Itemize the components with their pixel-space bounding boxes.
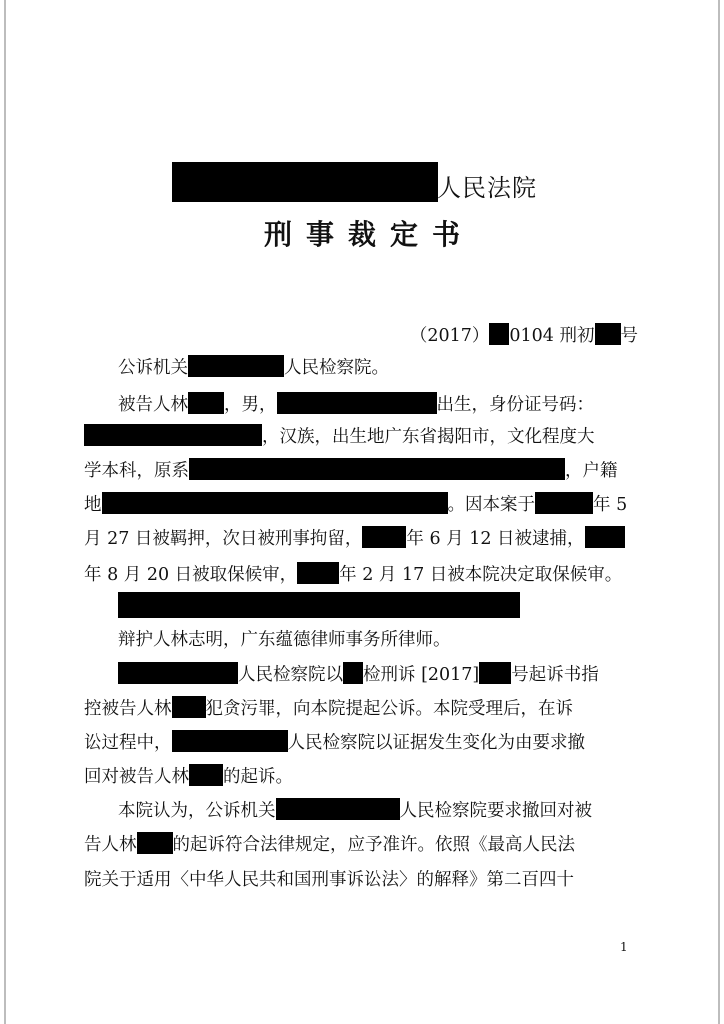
- redaction-year: [362, 526, 406, 548]
- redaction-case-region: [489, 323, 509, 345]
- proceedings-text: 人民检察院以: [238, 665, 343, 685]
- defendant-text: 年 5: [593, 495, 628, 515]
- proceedings-line-4: [84, 764, 654, 789]
- redaction-household-address: [102, 492, 448, 514]
- defendant-line-4: [84, 492, 654, 517]
- redaction-defendant-name: [172, 696, 206, 718]
- redaction-procuratorate: [188, 355, 284, 377]
- document-title: 刑事裁定书: [263, 218, 474, 251]
- defendant-line-2: [84, 424, 654, 449]
- page-edge-left: [4, 0, 6, 1024]
- ruling-text: 人民检察院要求撤回对被: [399, 801, 592, 821]
- redaction-year: [585, 526, 625, 548]
- defendant-line-3: [84, 458, 654, 483]
- page-number: 1: [620, 940, 628, 954]
- proceedings-text: 号起诉书指: [511, 665, 599, 685]
- defendant-text: 月 27 日被羁押，次日被刑事拘留，: [84, 529, 363, 549]
- defendant-line-5: [84, 526, 654, 551]
- defendant-text: 。因本案于: [447, 495, 535, 515]
- defendant-text: 地: [84, 495, 102, 515]
- proceedings-line-2: [84, 696, 654, 721]
- court-name-suffix: 人民法院: [437, 174, 537, 202]
- redaction-year: [297, 562, 339, 584]
- redaction-procuratorate: [276, 798, 400, 820]
- case-number-suffix: 号: [620, 326, 638, 346]
- proceedings-line-3: [84, 730, 654, 755]
- ruling-text: 本院认为，公诉机关: [118, 801, 276, 821]
- prosecutor-label: 公诉机关: [118, 358, 188, 378]
- proceedings-text: 犯贪污罪，向本院提起公诉。本院受理后，在诉: [205, 699, 573, 719]
- defendant-text: 年 2 月 17 日被本院决定取保候审。: [339, 565, 623, 585]
- redaction-full-line: [118, 592, 520, 618]
- defendant-text: 出生，身份证号码：: [436, 395, 594, 415]
- prosecutor-line: [118, 355, 688, 380]
- redacted-line: [118, 592, 688, 621]
- page-edge-right: [718, 0, 720, 1024]
- defendant-line-6: [84, 562, 654, 587]
- case-number-middle: 0104 刑初: [509, 326, 595, 346]
- case-number-prefix: （2017）: [409, 326, 490, 346]
- redaction-defendant-name: [137, 832, 173, 854]
- redaction-former-employer: [189, 458, 565, 480]
- defendant-text: 被告人林: [118, 395, 188, 415]
- defendant-text: 学本科，原系: [84, 461, 189, 481]
- ruling-line-1: [118, 798, 688, 823]
- redaction-year: [535, 492, 593, 514]
- redaction-defendant-name: [189, 764, 223, 786]
- defense-counsel-line: 辩护人林志明，广东蕴德律师事务所律师。: [118, 630, 451, 650]
- redaction-court-name: [172, 162, 438, 202]
- ruling-text: 告人林: [84, 835, 137, 855]
- proceedings-line-1: [118, 662, 688, 687]
- redaction-procuratorate: [172, 730, 288, 752]
- ruling-line-2: [84, 832, 654, 857]
- redaction-defendant-name: [188, 392, 224, 414]
- redaction-indictment-no: [479, 662, 511, 684]
- proceedings-text: 控被告人林: [84, 699, 172, 719]
- defendant-text: 年 8 月 20 日被取保候审，: [84, 565, 298, 585]
- proceedings-text: 讼过程中，: [84, 733, 172, 753]
- proceedings-text: 的起诉。: [223, 767, 293, 787]
- ruling-text: 的起诉符合法律规定，应予准许。依照《最高人民法: [172, 835, 575, 855]
- proceedings-text: 回对被告人林: [84, 767, 189, 787]
- proceedings-text: 人民检察院以证据发生变化为由要求撤: [287, 733, 585, 753]
- case-number: [410, 322, 638, 347]
- redaction-id-number: [84, 424, 262, 446]
- proceedings-text: 检刑诉 [2017]: [363, 665, 480, 685]
- redaction-region-code: [343, 662, 363, 684]
- redaction-birthdate: [277, 392, 437, 414]
- prosecutor-suffix: 人民检察院。: [284, 358, 389, 378]
- defendant-line-1: [118, 392, 688, 417]
- defendant-text: ，户籍: [565, 461, 618, 481]
- redaction-case-seq: [595, 323, 621, 345]
- redaction-procuratorate: [118, 662, 238, 684]
- defendant-text: 年 6 月 12 日被逮捕，: [406, 529, 585, 549]
- defendant-text: ，汉族，出生地广东省揭阳市，文化程度大: [262, 427, 595, 447]
- ruling-line-3: 院关于适用〈中华人民共和国刑事诉讼法〉的解释》第二百四十: [84, 870, 574, 890]
- defendant-text: ，男，: [224, 395, 277, 415]
